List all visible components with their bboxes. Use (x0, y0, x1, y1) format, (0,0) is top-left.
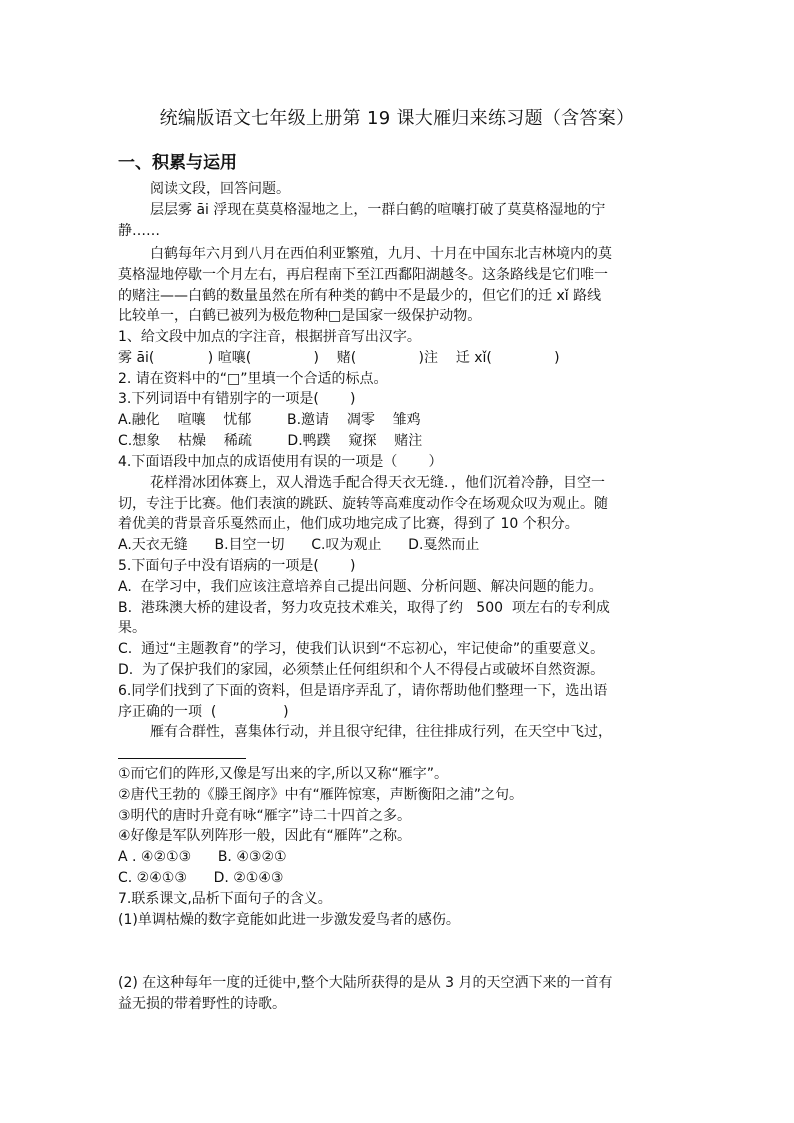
passage-line: 静…… (118, 223, 160, 239)
question-6-sentence: ③明代的唐时升竟有咏“雁字”诗二十四首之多。 (118, 808, 412, 824)
passage-line: 白鹤每年六月到八月在西伯利亚繁殖，九月、十月在中国东北吉林境内的莫 (150, 246, 612, 262)
question-6-options: A . ④②①③ B. ④③②① (118, 849, 287, 865)
question-6: 6.同学们找到了下面的资料，但是语序弄乱了，请你帮助他们整理一下，选出语 (118, 683, 608, 699)
question-5-option-a: A. 在学习中，我们应该注意培养自己提出问题、分析问题、解决问题的能力。 (118, 579, 603, 595)
question-6-passage: 雁有合群性，喜集体行动，并且很守纪律，往往排成行列，在天空中飞过， (150, 724, 612, 740)
question-7-part-2: (2) 在这种每年一度的迁徙中,整个大陆所获得的是从 3 月的天空洒下来的一首有 (118, 975, 613, 991)
question-5-option-b: B. 港珠澳大桥的建设者，努力攻克技术难关，取得了约 500 项左右的专利成 (118, 600, 610, 616)
passage-line: 的赌注——白鹤的数量虽然在所有种类的鹤中不是最少的，但它们的迁 xǐ 路线 (118, 288, 602, 304)
question-6-sentence: ②唐代王勃的《滕王阁序》中有“雁阵惊寒，声断衡阳之浦”之句。 (118, 787, 524, 803)
question-6: 序正确的一项 ( ) (118, 704, 289, 720)
question-7: 7.联系课文,品析下面句子的含义。 (118, 891, 332, 907)
question-1: 1、给文段中加点的字注音，根据拼音写出汉字。 (118, 329, 421, 345)
question-4-passage: 花样滑冰团体赛上，双人滑选手配合得天衣无缝．，他们沉着冷静，目空一 (150, 475, 605, 491)
passage-line: 层层雾 āi 浮现在莫莫格湿地之上，一群白鹤的喧嚷打破了莫莫格湿地的宁 (150, 202, 606, 218)
question-5: 5.下面句子中没有语病的一项是( ) (118, 558, 356, 574)
answer-blank (118, 758, 246, 759)
question-4-passage: 着优美的背景音乐戛然而止，他们成功地完成了比赛，得到了 10 个积分。 (118, 516, 579, 532)
question-5-option-c: C. 通过“主题教育”的学习，使我们认识到“不忘初心，牢记使命”的重要意义。 (118, 641, 605, 657)
section-heading-accumulation: 一、积累与运用 (118, 153, 237, 173)
instruction-line: 阅读文段，回答问题。 (150, 181, 290, 197)
question-2: 2. 请在资料中的“□”里填一个合适的标点。 (118, 371, 388, 387)
question-4-passage: 切，专注于比赛。他们表演的跳跃、旋转等高难度动作令在场观众叹为观止。随 (118, 496, 608, 512)
question-3: 3.下列词语中有错别字的一项是( ) (118, 391, 356, 407)
question-3-options: C.想象 枯燥 稀疏 D.鸭蹼 窥探 赌注 (118, 433, 423, 449)
question-5-option-d: D. 为了保护我们的家园，必须禁止任何组织和个人不得侵占或破坏自然资源。 (118, 662, 605, 678)
passage-line: 比较单一，白鹤已被列为极危物种□是国家一级保护动物。 (118, 308, 482, 324)
question-3-options: A.融化 喧嚷 忧郁 B.邀请 凋零 雏鸡 (118, 412, 421, 428)
question-6-sentence: ④好像是军队列阵形一般，因此有“雁阵”之称。 (118, 828, 412, 844)
question-7-part-1: (1)单调枯燥的数字竟能如此进一步激发爱鸟者的感伤。 (118, 912, 460, 928)
question-4: 4.下面语段中加点的成语使用有误的一项是（ ） (118, 454, 443, 470)
passage-line: 莫格湿地停歇一个月左右，再启程南下至江西鄱阳湖越冬。这条路线是它们唯一 (118, 267, 608, 283)
question-6-sentence: ①而它们的阵形,又像是写出来的字,所以又称“雁字”。 (118, 766, 448, 782)
question-4-options: A.天衣无缝 B.目空一切 C.叹为观止 D.戛然而止 (118, 537, 480, 553)
question-5-option-b: 果。 (118, 620, 146, 636)
question-6-options: C. ②④①③ D. ②①④③ (118, 870, 284, 886)
question-1-blanks: 雾 āi( ) 喧嚷( ) 赌( )注 迁 xǐ( ) (118, 350, 560, 366)
document-title: 统编版语文七年级上册第 19 课大雁归来练习题（含答案） (159, 108, 635, 129)
question-7-part-2: 益无损的带着野性的诗歌。 (118, 996, 286, 1012)
